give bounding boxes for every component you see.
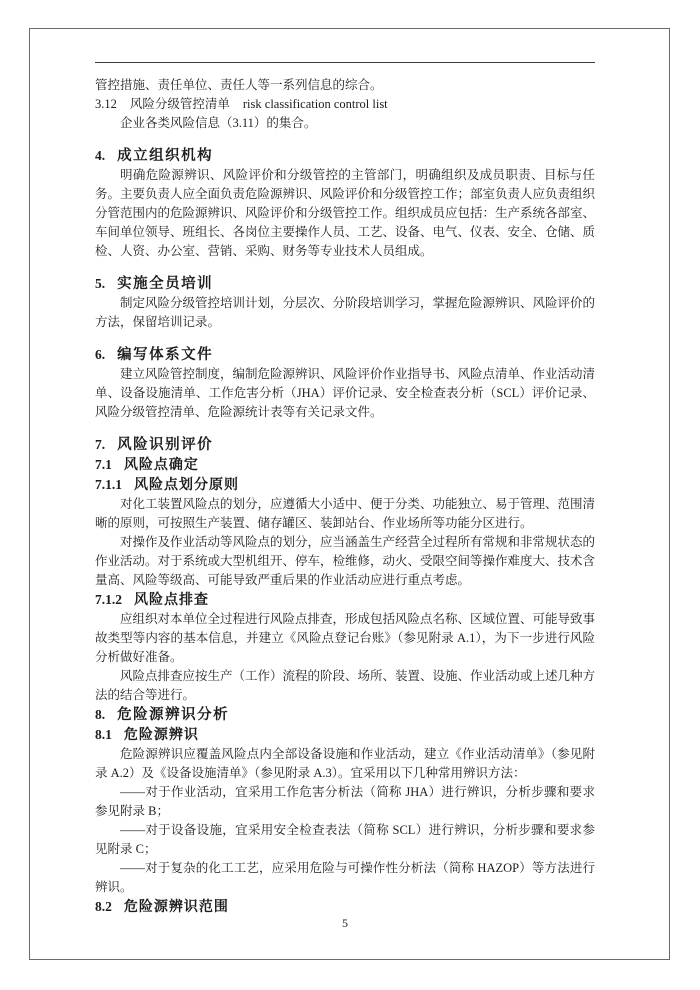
section-number: 7.1.2 xyxy=(95,592,122,607)
section-heading-8-1 xyxy=(95,725,595,745)
section-8-1-dash-item-1: ——对于作业活动，宜采用工作危害分析法（简称 JHA）进行辨识，分析步骤和要求参见附录 B； xyxy=(95,785,595,818)
section-number: 8.1 xyxy=(95,727,112,742)
section-6-paragraph: 建立风险管控制度，编制危险源辨识、风险评价作业指导书、风险点清单、作业活动清单、设备设施清单、工作危害分析（JHA）评价记录、安全检查表分析（SCL）评价记录、风险分级管控清单、危险源统计表等有关记录文件。 xyxy=(95,367,596,419)
section-8-1-dash-item-3: ——对于复杂的化工工艺，应采用危险与可操作性分析法（简称 HAZOP）等方法进行辨识。 xyxy=(95,861,595,894)
term-english-label: risk classification control list xyxy=(242,97,388,111)
section-5-paragraph: 制定风险分级管控培训计划，分层次、分阶段培训学习，掌握危险源辨识、风险评价的方法，保留培训记录。 xyxy=(95,296,596,329)
section-heading-8-2 xyxy=(95,897,595,917)
section-title: 危险源辨识范围 xyxy=(123,898,229,914)
section-title: 风险点排查 xyxy=(134,591,209,607)
section-heading-8 xyxy=(95,705,595,725)
section-number: 4. xyxy=(95,148,106,163)
term-definition-3-12 xyxy=(95,95,595,114)
paragraph-continuation: 管控措施、责任单位、责任人等一系列信息的综合。 xyxy=(95,78,383,92)
section-number: 8. xyxy=(95,707,106,722)
section-7-1-1-paragraph-1: 对化工装置风险点的划分，应遵循大小适中、便于分类、功能独立、易于管理、范围清晰的原则，可按照生产装置、储存罐区、装卸站台、作业场所等功能分区进行。 xyxy=(95,497,596,530)
section-title: 成立组织机构 xyxy=(117,148,214,164)
section-title: 危险源辨识 xyxy=(123,726,199,742)
section-number: 5. xyxy=(95,276,106,291)
section-number: 7.1 xyxy=(95,457,112,472)
section-title: 编写体系文件 xyxy=(117,347,214,363)
section-8-1-paragraph: 危险源辨识应覆盖风险点内全部设备设施和作业活动，建立《作业活动清单》（参见附录 A.2）及《设备设施清单》（参见附录 A.3）。宜采用以下几种常用辨识方法： xyxy=(95,747,595,780)
section-heading-7-1 xyxy=(95,455,595,475)
section-number: 6. xyxy=(95,347,106,362)
section-heading-6 xyxy=(95,345,595,365)
section-number: 8.2 xyxy=(95,899,112,914)
section-heading-7-1-2 xyxy=(95,590,595,610)
term-definition-body: 企业各类风险信息（3.11）的集合。 xyxy=(120,116,317,130)
section-title: 风险识别评价 xyxy=(117,437,214,453)
section-heading-4 xyxy=(95,146,595,166)
section-title: 危险源辨识分析 xyxy=(117,707,230,723)
section-7-1-2-paragraph-1: 应组织对本单位全过程进行风险点排查，形成包括风险点名称、区域位置、可能导致事故类型等内容的基本信息，并建立《风险点登记台账》（参见附录 A.1），为下一步进行风险分析做好准备。 xyxy=(95,612,596,664)
section-number: 7.1.1 xyxy=(95,477,122,492)
section-heading-7 xyxy=(95,435,595,455)
section-heading-5 xyxy=(95,274,595,294)
section-4-paragraph: 明确危险源辨识、风险评价和分级管控的主管部门，明确组织及成员职责、目标与任务。主要负责人应全面负责危险源辨识、风险评价和分级管控工作；部室负责人应负责组织分管范围内的危险源辨识、风险评价和分级管控工作。组织成员应包括：生产系统各部室、车间单位领导、班组长、各岗位主要操作人员、工艺、设备、电气、仪表、安全、仓储、质检、人资、办公室、营销、采购、财务等专业技术人员组成。 xyxy=(95,168,596,258)
section-title: 实施全员培训 xyxy=(117,276,214,292)
section-heading-7-1-1 xyxy=(95,475,595,495)
term-number: 3.12 xyxy=(95,97,117,111)
page-number: 5 xyxy=(342,916,348,930)
section-7-1-1-paragraph-2: 对操作及作业活动等风险点的划分，应当涵盖生产经营全过程所有常规和非常规状态的作业活动。对于系统或大型机组开、停车，检维修，动火、受限空间等操作难度大、技术含量高、风险等级高、可能导致严重后果的作业活动应进行重点考虑。 xyxy=(95,535,596,587)
section-7-1-2-paragraph-2: 风险点排查应按生产（工作）流程的阶段、场所、装置、设施、作业活动或上述几种方法的结合等进行。 xyxy=(95,669,596,702)
header-rule xyxy=(95,62,595,63)
document-content xyxy=(95,76,595,917)
section-number: 7. xyxy=(95,437,106,452)
section-8-1-dash-item-2: ——对于设备设施，宜采用安全检查表法（简称 SCL）进行辨识，分析步骤和要求参见附录 C； xyxy=(95,823,595,856)
section-title: 风险点确定 xyxy=(123,456,199,472)
term-chinese-label: 风险分级管控清单 xyxy=(129,97,230,111)
section-title: 风险点划分原则 xyxy=(134,476,239,492)
